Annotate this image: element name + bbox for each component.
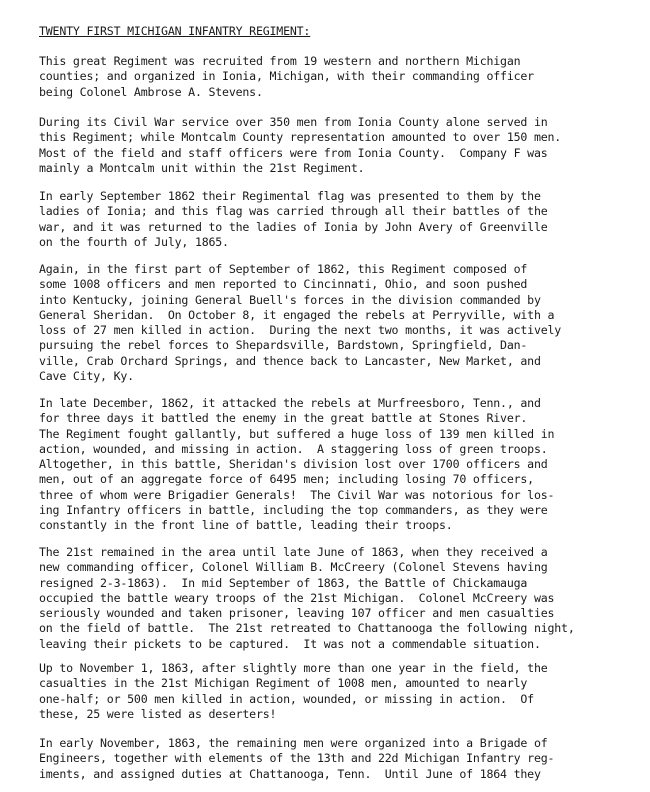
paragraph-3: In early September 1862 their Regimental flag was presented to them by the ladies of Ionia; and this flag was carried through all their battles of the war, and it was returned to the ladies of Ionia by John Avery of Greenville on the fourth of July, 1865. [39,189,548,249]
paragraph-6: The 21st remained in the area until late June of 1863, when they received a new commanding officer, Colonel William B. McCreery (Colonel Stevens having resigned 2-3-1863). In mid September of 1863, the Battle of Chickamauga occupied the battle weary troops of the 21st Michigan. Colonel McCreery was seriously wounded and taken prisoner, leaving 107 officer and men casualties on the field of battle. The 21st retreated to Chattanooga the following night, leaving their pickets to be captured. It was not a commendable situation. [39,545,575,651]
paragraph-7: Up to November 1, 1863, after slightly more than one year in the field, the casualties in the 21st Michigan Regiment of 1008 men, amounted to nearly one-half; or 500 men killed in action, wounded, or missing in action. Of these, 25 were listed as deserters! [39,661,548,721]
paragraph-2: During its Civil War service over 350 men from Ionia County alone served in this Regiment; while Montcalm County representation amounted to over 150 men. Most of the field and staff officers were from Ionia County. Company F was mainly a Montcalm unit within the 21st Regiment. [39,115,562,175]
paragraph-8: In early November, 1863, the remaining men were organized into a Brigade of Engineers, together with elements of the 13th and 22d Michigan Infantry reg- iments, and assigned duties at Chattanooga, Tenn. Until June of 1864 they [39,736,555,781]
paragraph-1: This great Regiment was recruited from 19 western and northern Michigan counties; and organized in Ionia, Michigan, with their commanding officer being Colonel Ambrose A. Stevens. [39,54,534,99]
document-title: TWENTY FIRST MICHIGAN INFANTRY REGIMENT: [39,24,311,38]
paragraph-4: Again, in the first part of September of 1862, this Regiment composed of some 1008 officers and men reported to Cincinnati, Ohio, and soon pushed into Kentucky, joining General Buell's forces in the division commanded by General Sheridan. On October 8, it engaged the rebels at Perryville, with a loss of 27 men killed in action. During the next two months, it was actively pursuing the rebel forces to Shepardsville, Bardstown, Springfield, Dan- ville, Crab Orchard Springs, and thence back to Lancaster, New Market, and Cave City, Ky. [39,262,562,384]
paragraph-5: In late December, 1862, it attacked the rebels at Murfreesboro, Tenn., and for three days it battled the enemy in the great battle at Stones River. The Regiment fought gallantly, but suffered a huge loss of 139 men killed in action, wounded, and missing in action. A staggering loss of green troops. Altogether, in this battle, Sheridan's division lost over 1700 officers and men, out of an aggregate force of 6495 men; including losing 70 officers, three of whom were Brigadier Generals! The Civil War was notorious for los- ing Infantry officers in battle, including the top commanders, as they were constantly in the front line of battle, leading their troops. [39,396,555,533]
